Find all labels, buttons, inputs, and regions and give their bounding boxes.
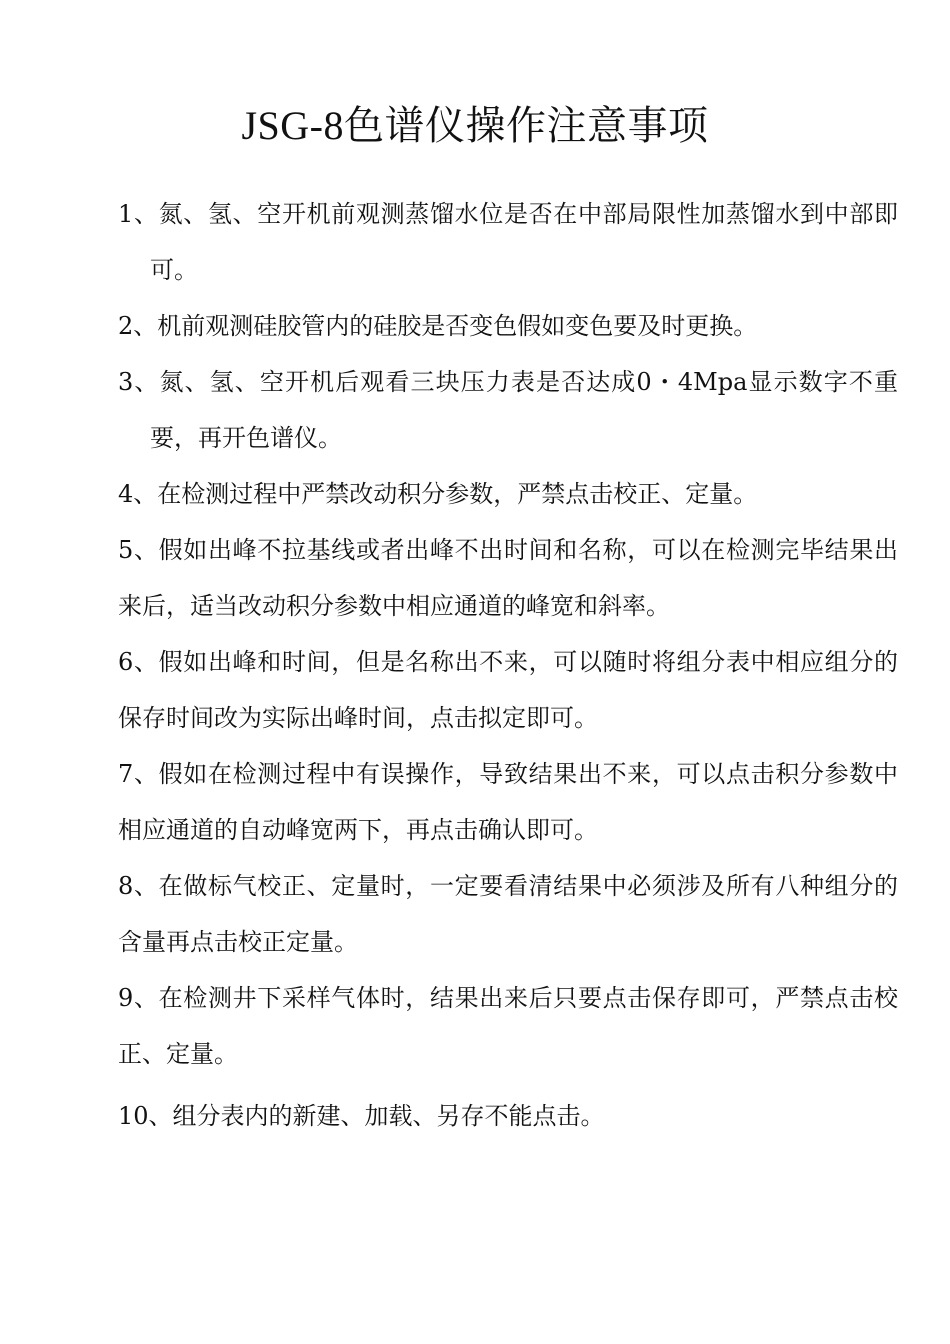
document-title: JSG-8色谱仪操作注意事项 [241, 103, 709, 148]
notice-item-10: 10、组分表内的新建、加载、另存不能点击。 [118, 1102, 605, 1130]
notice-item-2: 2、机前观测硅胶管内的硅胶是否变色假如变色要及时更换。 [118, 312, 758, 340]
notice-item-3: 3、氮、氢、空开机后观看三块压力表是否达成0・4Mpa显示数字不重要，再开色谱仪。 [118, 368, 898, 452]
notice-item-7: 7、假如在检测过程中有误操作，导致结果出不来，可以点击积分参数中相应通道的自动峰宽两下，再点击确认即可。 [118, 760, 898, 844]
notice-item-6: 6、假如出峰和时间，但是名称出不来，可以随时将组分表中相应组分的保存时间改为实际出峰时间，点击拟定即可。 [118, 648, 898, 732]
notice-item-5: 5、假如出峰不拉基线或者出峰不出时间和名称，可以在检测完毕结果出来后，适当改动积分参数中相应通道的峰宽和斜率。 [118, 536, 898, 620]
notice-list [118, 186, 898, 1144]
notice-item-8: 8、在做标气校正、定量时，一定要看清结果中必须涉及所有八种组分的含量再点击校正定量。 [118, 872, 898, 956]
notice-item-9: 9、在检测井下采样气体时，结果出来后只要点击保存即可，严禁点击校正、定量。 [118, 984, 898, 1068]
notice-item-1: 1、氮、氢、空开机前观测蒸馏水位是否在中部局限性加蒸馏水到中部即可。 [118, 200, 898, 284]
notice-item-4: 4、在检测过程中严禁改动积分参数，严禁点击校正、定量。 [118, 480, 758, 508]
